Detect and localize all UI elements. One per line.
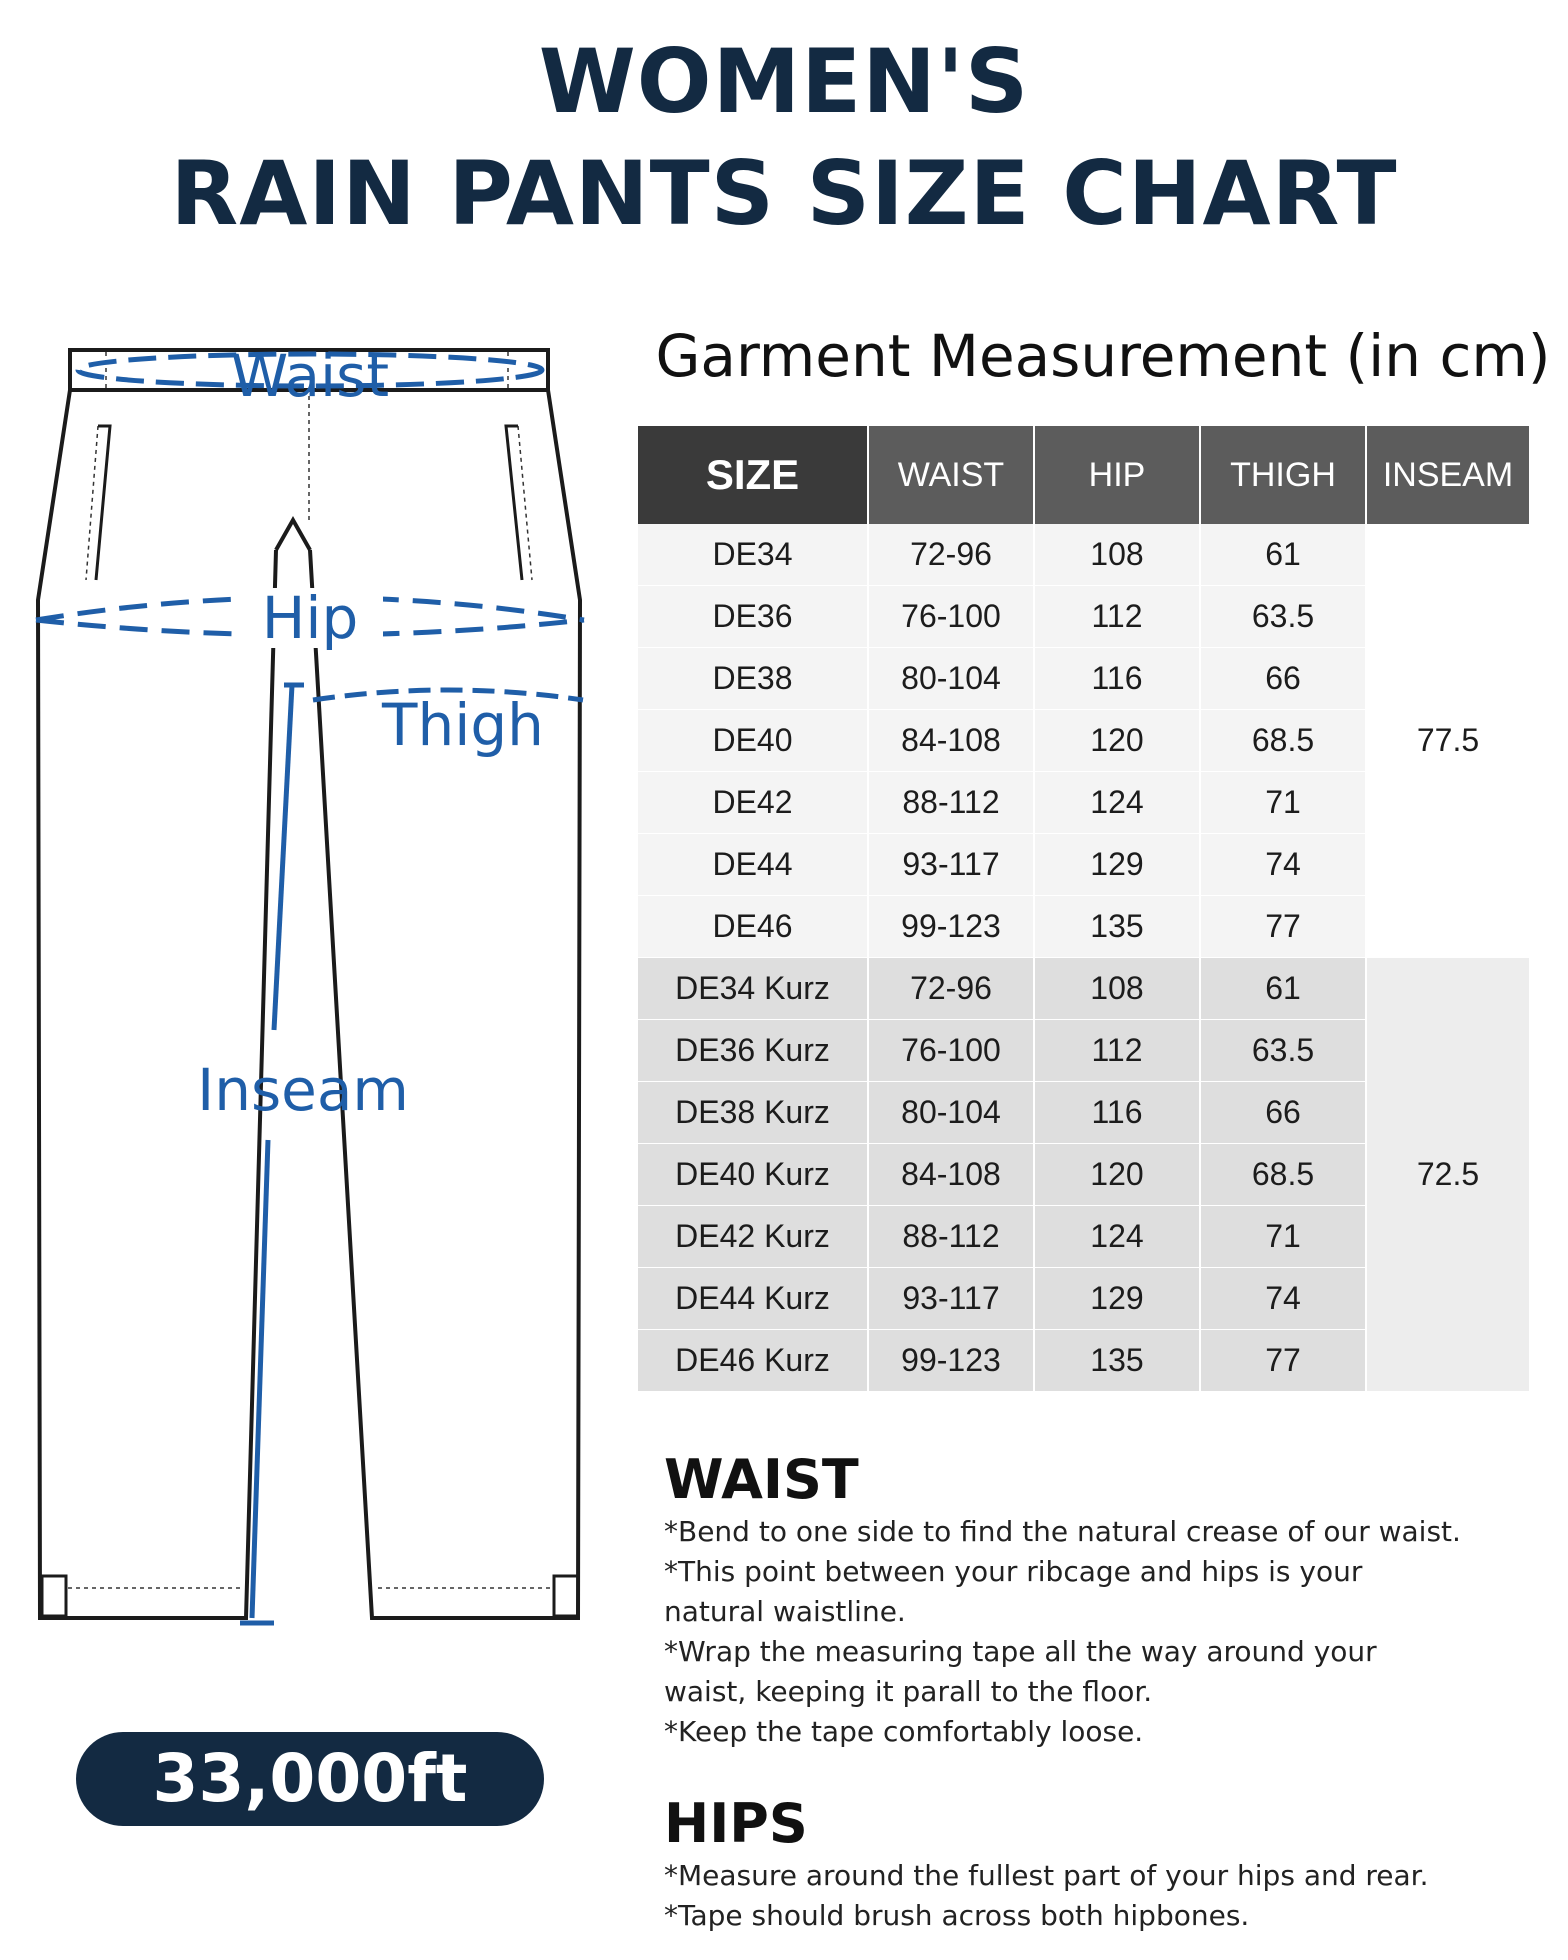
hips-note-line: *Tape should brush across both hipbones.	[664, 1899, 1250, 1932]
waist-cell: 88-112	[868, 1206, 1034, 1268]
brand-logo: 33,000ft	[76, 1732, 544, 1826]
hip-cell: 120	[1034, 710, 1200, 772]
hip-cell: 135	[1034, 896, 1200, 958]
thigh-cell: 61	[1200, 958, 1366, 1020]
thigh-cell: 66	[1200, 648, 1366, 710]
waist-cell: 80-104	[868, 648, 1034, 710]
hip-cell: 108	[1034, 958, 1200, 1020]
title-line-2: RAIN PANTS SIZE CHART	[170, 142, 1398, 245]
waist-note-line: *Bend to one side to find the natural crease of our waist.	[664, 1515, 1461, 1548]
table-row	[638, 958, 1530, 1020]
size-cell: DE42 Kurz	[638, 1206, 868, 1268]
inseam-kurz-cell: 72.5	[1366, 958, 1530, 1392]
header-thigh: THIGH	[1200, 426, 1366, 524]
thigh-cell: 74	[1200, 1268, 1366, 1330]
waist-note-line: *Keep the tape comfortably loose.	[664, 1715, 1144, 1748]
waist-note-line: *This point between your ribcage and hips is your	[664, 1555, 1363, 1588]
waist-notes	[664, 1448, 1544, 1752]
thigh-cell: 61	[1200, 524, 1366, 586]
waist-note-line: waist, keeping it parall to the floor.	[664, 1675, 1153, 1708]
thigh-cell: 74	[1200, 834, 1366, 896]
thigh-cell: 77	[1200, 896, 1366, 958]
size-cell: DE44 Kurz	[638, 1268, 868, 1330]
table-title: Garment Measurement (in cm)	[655, 322, 1551, 390]
thigh-cell: 63.5	[1200, 586, 1366, 648]
size-cell: DE40 Kurz	[638, 1144, 868, 1206]
header-inseam: INSEAM	[1366, 426, 1530, 524]
size-cell: DE40	[638, 710, 868, 772]
hip-cell: 129	[1034, 834, 1200, 896]
waist-heading: WAIST	[664, 1448, 859, 1511]
hip-label: Hip	[261, 584, 359, 652]
hip-cell: 116	[1034, 1082, 1200, 1144]
waist-cell: 88-112	[868, 772, 1034, 834]
waist-cell: 72-96	[868, 958, 1034, 1020]
size-table	[638, 426, 1531, 1392]
size-cell: DE42	[638, 772, 868, 834]
thigh-cell: 71	[1200, 1206, 1366, 1268]
inseam-regular-cell: 77.5	[1366, 524, 1530, 958]
waist-cell: 99-123	[868, 1330, 1034, 1392]
size-cell: DE46 Kurz	[638, 1330, 868, 1392]
waist-cell: 99-123	[868, 896, 1034, 958]
hips-notes	[664, 1792, 1544, 1936]
thigh-cell: 77	[1200, 1330, 1366, 1392]
waist-note-line: *Wrap the measuring tape all the way around your	[664, 1635, 1377, 1668]
stitching	[68, 352, 550, 1588]
size-cell: DE44	[638, 834, 868, 896]
hip-cell: 124	[1034, 772, 1200, 834]
thigh-cell: 63.5	[1200, 1020, 1366, 1082]
hip-cell: 108	[1034, 524, 1200, 586]
thigh-cell: 68.5	[1200, 1144, 1366, 1206]
size-cell: DE46	[638, 896, 868, 958]
thigh-cell: 68.5	[1200, 710, 1366, 772]
hip-cell: 112	[1034, 586, 1200, 648]
size-cell: DE34 Kurz	[638, 958, 868, 1020]
hip-cell: 129	[1034, 1268, 1200, 1330]
waist-cell: 93-117	[868, 1268, 1034, 1330]
pants-outline	[38, 350, 580, 1618]
waist-label: Waist	[230, 342, 390, 410]
header-hip: HIP	[1034, 426, 1200, 524]
header-size: SIZE	[638, 426, 868, 524]
inseam-label: Inseam	[197, 1056, 409, 1124]
hip-cell: 112	[1034, 1020, 1200, 1082]
table-header-row	[638, 426, 1530, 524]
size-cell: DE38 Kurz	[638, 1082, 868, 1144]
waist-cell: 76-100	[868, 1020, 1034, 1082]
table-row	[638, 524, 1530, 586]
thigh-cell: 71	[1200, 772, 1366, 834]
hip-cell: 135	[1034, 1330, 1200, 1392]
size-cell: DE38	[638, 648, 868, 710]
thigh-cell: 66	[1200, 1082, 1366, 1144]
size-cell: DE36	[638, 586, 868, 648]
waist-cell: 84-108	[868, 710, 1034, 772]
waist-cell: 76-100	[868, 586, 1034, 648]
thigh-label: Thigh	[382, 691, 544, 759]
hip-cell: 116	[1034, 648, 1200, 710]
waist-cell: 84-108	[868, 1144, 1034, 1206]
hip-cell: 120	[1034, 1144, 1200, 1206]
size-cell: DE36 Kurz	[638, 1020, 868, 1082]
waist-note-line: natural waistline.	[664, 1595, 906, 1628]
waist-cell: 80-104	[868, 1082, 1034, 1144]
waist-cell: 93-117	[868, 834, 1034, 896]
waist-cell: 72-96	[868, 524, 1034, 586]
hips-heading: HIPS	[664, 1792, 808, 1855]
hips-note-line: *Measure around the fullest part of your hips and rear.	[664, 1859, 1429, 1892]
header-waist: WAIST	[868, 426, 1034, 524]
pants-diagram	[28, 340, 608, 1640]
title-line-1: WOMEN'S	[538, 30, 1030, 133]
size-cell: DE34	[638, 524, 868, 586]
hip-cell: 124	[1034, 1206, 1200, 1268]
